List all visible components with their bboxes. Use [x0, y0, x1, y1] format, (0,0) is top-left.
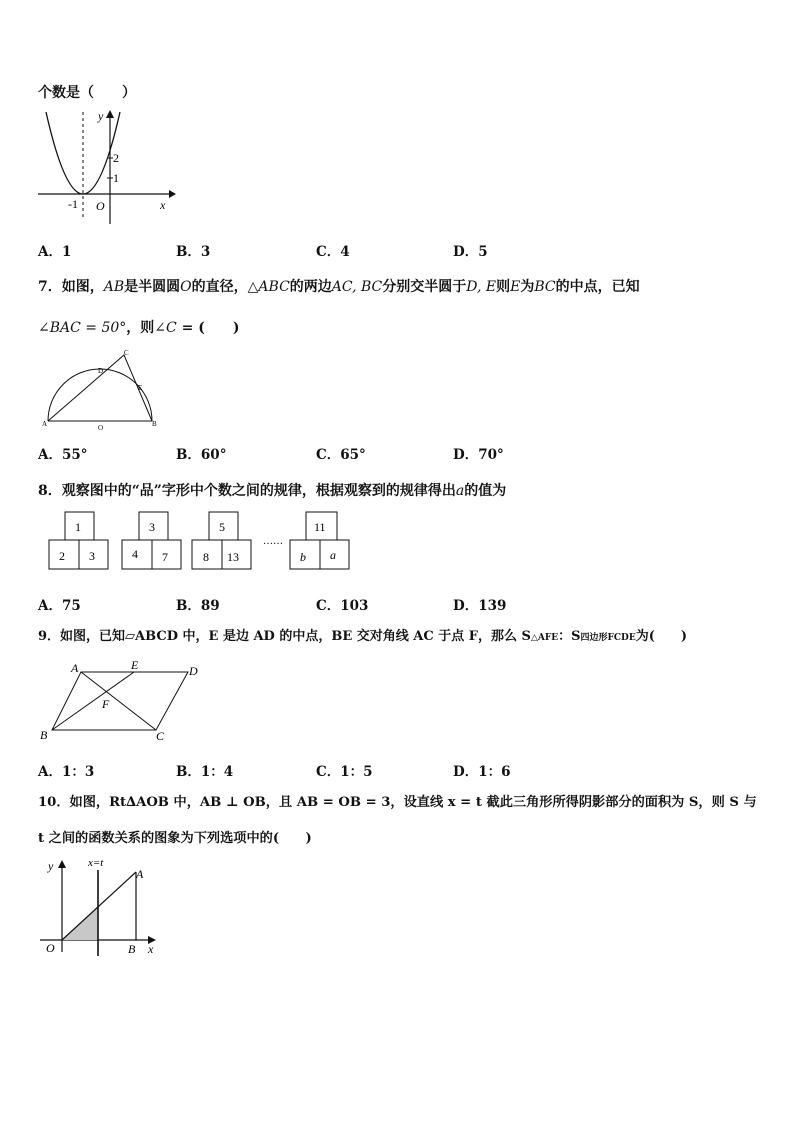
svg-text:b: b: [300, 550, 306, 564]
q9-parallelogram-figure: [36, 658, 211, 744]
q7-stem-line1: 7．如图，AB是半圆圆O的直径，△ABC的两边AC, BC分别交半圆于D, E则E为BC的中点，已知: [38, 279, 640, 295]
q8-option-b: B．89: [176, 598, 220, 614]
q9-option-a: A．1：3: [38, 764, 95, 780]
svg-text:B: B: [152, 420, 157, 428]
svg-text:7: 7: [162, 550, 168, 564]
svg-text:y: y: [48, 859, 54, 873]
x-axis-label: x: [160, 198, 166, 212]
q7-option-a: A．55°: [38, 447, 88, 463]
svg-text:x=t: x=t: [88, 857, 104, 869]
q9-stem: 9．如图，已知▱ABCD 中，E 是边 AD 的中点，BE 交对角线 AC 于点 F，那么 S△AFE：S四边形FCDE为( ): [38, 629, 688, 644]
svg-text:5: 5: [219, 520, 225, 534]
svg-text:A: A: [71, 661, 79, 675]
svg-text:E: E: [131, 658, 139, 672]
ellipsis-dots: ……: [263, 536, 283, 547]
pin-group-1: [49, 512, 108, 569]
svg-text:O: O: [98, 424, 104, 432]
q8-option-c: C．103: [316, 598, 369, 614]
q10-stem-line2: t 之间的函数关系的图象为下列选项中的( ): [38, 831, 312, 846]
svg-text:3: 3: [89, 549, 95, 563]
q9-option-d: D．1：6: [453, 764, 511, 780]
q6-option-a: A．1: [38, 244, 72, 260]
neg-one-label: -1: [68, 197, 78, 211]
q9-option-c: C．1：5: [316, 764, 373, 780]
q8-option-a: A．75: [38, 598, 81, 614]
pin-group-4: [290, 512, 349, 569]
svg-text:8: 8: [203, 550, 209, 564]
svg-text:a: a: [330, 548, 336, 562]
svg-text:E: E: [138, 384, 143, 392]
svg-text:D: D: [189, 664, 198, 678]
tick-2-label: 2: [113, 151, 119, 165]
pin-group-2: [122, 512, 181, 569]
svg-text:A: A: [136, 867, 144, 881]
q7-stem-line2: ∠BAC = 50°，则∠C = ( ): [38, 320, 240, 336]
svg-text:O: O: [46, 941, 55, 955]
q6-option-b: B．3: [176, 244, 211, 260]
q9-option-b: B．1：4: [176, 764, 234, 780]
svg-text:C: C: [124, 349, 129, 357]
q7-option-d: D．70°: [453, 447, 504, 463]
svg-text:13: 13: [227, 550, 239, 564]
svg-text:B: B: [128, 942, 136, 956]
q8-option-d: D．139: [453, 598, 507, 614]
svg-text:F: F: [102, 697, 110, 711]
q8-stem: 8．观察图中的“品”字形中个数之间的规律，根据观察到的规律得出a的值为: [38, 483, 507, 499]
svg-text:C: C: [156, 729, 165, 743]
svg-text:x: x: [148, 942, 154, 956]
q7-option-c: C．65°: [316, 447, 366, 463]
q10-triangle-figure: [36, 852, 171, 957]
svg-text:B: B: [40, 728, 48, 742]
q10-stem-line1: 10．如图，Rt∆AOB 中，AB ⊥ OB，且 AB = OB = 3，设直线 x = t 截此三角形所得阴影部分的面积为 S，则 S 与: [38, 795, 757, 810]
svg-text:4: 4: [132, 547, 138, 561]
svg-text:1: 1: [75, 520, 81, 534]
pin-group-3: [192, 512, 251, 569]
q7-option-b: B．60°: [176, 447, 227, 463]
q7-semicircle-figure: [40, 348, 170, 433]
origin-label: O: [96, 199, 105, 213]
tick-1-label: 1: [113, 171, 119, 185]
y-axis-label: y: [98, 109, 104, 123]
q6-stem-tail: 个数是（ ）: [38, 85, 136, 101]
q8-pin-figure: [46, 510, 366, 572]
svg-text:3: 3: [149, 520, 155, 534]
q6-option-d: D．5: [453, 244, 488, 260]
q6-parabola-graph: [34, 106, 184, 226]
svg-text:D: D: [98, 367, 104, 375]
q6-option-c: C．4: [316, 244, 350, 260]
svg-text:2: 2: [59, 549, 65, 563]
svg-text:11: 11: [314, 520, 326, 534]
svg-text:A: A: [42, 420, 48, 428]
